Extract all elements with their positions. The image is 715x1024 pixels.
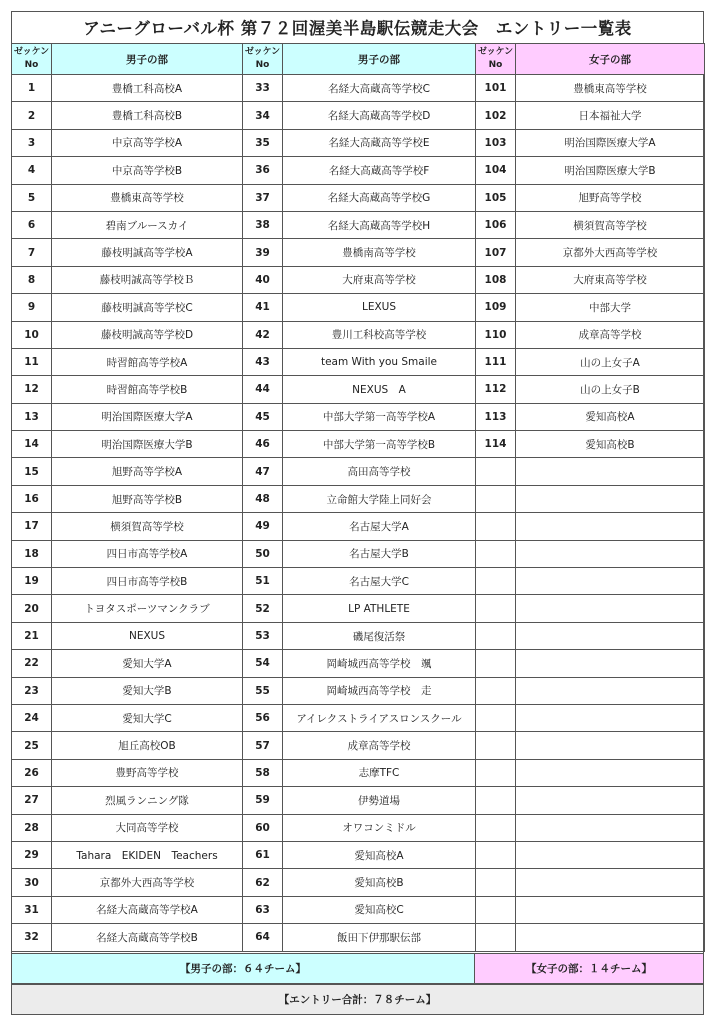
- men-team-name: 岡崎城西高等学校 颯: [283, 650, 476, 677]
- men-team-name: 横須賀高等学校: [52, 513, 243, 540]
- women-team-name: 日本福祉大学: [516, 102, 705, 129]
- men-team-name: 磯尾復活祭: [283, 622, 476, 649]
- table-row: [12, 75, 705, 102]
- men-bib-number: 46: [243, 431, 283, 458]
- men-team-name: 名経大高蔵高等学校E: [283, 129, 476, 156]
- women-bib-number: [476, 485, 516, 512]
- women-team-name: 山の上女子A: [516, 348, 705, 375]
- men-team-name: 中京高等学校B: [52, 157, 243, 184]
- men-team-name: 旭野高等学校A: [52, 458, 243, 485]
- men-team-name: 名経大高蔵高等学校F: [283, 157, 476, 184]
- men-team-name: 愛知大学C: [52, 704, 243, 731]
- women-team-name: 横須賀高等学校: [516, 211, 705, 238]
- table-row: [12, 129, 705, 156]
- men-team-name: 名経大高蔵高等学校B: [52, 924, 243, 951]
- men-bib-number: 7: [12, 239, 52, 266]
- women-team-name: [516, 595, 705, 622]
- men-bib-number: 45: [243, 403, 283, 430]
- men-team-name: 名経大高蔵高等学校A: [52, 896, 243, 923]
- men-bib-number: 6: [12, 211, 52, 238]
- women-bib-number: 103: [476, 129, 516, 156]
- men-bib-number: 25: [12, 732, 52, 759]
- men-bib-number: 29: [12, 841, 52, 868]
- men-bib-number: 56: [243, 704, 283, 731]
- men-team-name: 旭野高等学校B: [52, 485, 243, 512]
- women-bib-number: [476, 650, 516, 677]
- women-team-name: 中部大学: [516, 294, 705, 321]
- table-row: [12, 732, 705, 759]
- men-team-name: team With you Smaile: [283, 348, 476, 375]
- table-row: [12, 102, 705, 129]
- men-bib-number: 39: [243, 239, 283, 266]
- table-row: [12, 513, 705, 540]
- men-team-name: 豊橋南高等学校: [283, 239, 476, 266]
- women-bib-number: [476, 896, 516, 923]
- men-bib-number: 44: [243, 376, 283, 403]
- men-bib-number: 52: [243, 595, 283, 622]
- men-bib-number: 41: [243, 294, 283, 321]
- men-team-name: 四日市高等学校B: [52, 568, 243, 595]
- women-team-name: [516, 869, 705, 896]
- men-bib-number: 28: [12, 814, 52, 841]
- men-team-name: 立命館大学陸上同好会: [283, 485, 476, 512]
- men-team-name: 名経大高蔵高等学校H: [283, 211, 476, 238]
- women-team-name: [516, 622, 705, 649]
- women-bib-number: 110: [476, 321, 516, 348]
- men-team-name: LEXUS: [283, 294, 476, 321]
- men-bib-number: 57: [243, 732, 283, 759]
- women-team-name: 京都外大西高等学校: [516, 239, 705, 266]
- men-summary: 【男子の部：６４チーム】: [11, 953, 475, 984]
- men-team-name: 名古屋大学C: [283, 568, 476, 595]
- men-bib-number: 20: [12, 595, 52, 622]
- bib-header-women: ゼッケン No: [476, 44, 516, 75]
- men-team-name: トヨタスポーツマンクラブ: [52, 595, 243, 622]
- men-bib-number: 60: [243, 814, 283, 841]
- men-team-name: 豊川工科校高等学校: [283, 321, 476, 348]
- women-team-name: [516, 540, 705, 567]
- men-bib-number: 14: [12, 431, 52, 458]
- men-bib-number: 12: [12, 376, 52, 403]
- table-row: [12, 595, 705, 622]
- men-bib-number: 10: [12, 321, 52, 348]
- table-row: [12, 431, 705, 458]
- table-row: [12, 321, 705, 348]
- men-bib-number: 61: [243, 841, 283, 868]
- women-team-name: [516, 787, 705, 814]
- men-bib-number: 51: [243, 568, 283, 595]
- women-bib-number: 111: [476, 348, 516, 375]
- men-team-name: 豊野高等学校: [52, 759, 243, 786]
- women-bib-number: [476, 513, 516, 540]
- women-bib-number: [476, 622, 516, 649]
- women-bib-number: 113: [476, 403, 516, 430]
- women-bib-number: [476, 869, 516, 896]
- men-team-name: 愛知高校C: [283, 896, 476, 923]
- table-row: [12, 677, 705, 704]
- bib-header-men-2: ゼッケン No: [243, 44, 283, 75]
- men-bib-number: 49: [243, 513, 283, 540]
- women-team-name: [516, 485, 705, 512]
- men-bib-number: 18: [12, 540, 52, 567]
- men-bib-number: 43: [243, 348, 283, 375]
- men-team-name: 名経大高蔵高等学校C: [283, 75, 476, 102]
- entry-total: 【エントリー合計：７８チーム】: [11, 984, 704, 1015]
- women-team-name: [516, 814, 705, 841]
- men-bib-number: 63: [243, 896, 283, 923]
- women-bib-number: [476, 732, 516, 759]
- women-team-name: 明治国際医療大学B: [516, 157, 705, 184]
- women-team-name: [516, 677, 705, 704]
- men-team-name: 愛知高校B: [283, 869, 476, 896]
- men-team-name: NEXUS: [52, 622, 243, 649]
- men-bib-number: 24: [12, 704, 52, 731]
- men-team-name: 中京高等学校A: [52, 129, 243, 156]
- men-team-name: 飯田下伊那駅伝部: [283, 924, 476, 951]
- women-bib-number: [476, 677, 516, 704]
- men-bib-number: 22: [12, 650, 52, 677]
- women-team-name: 明治国際医療大学A: [516, 129, 705, 156]
- men-team-name: 名古屋大学B: [283, 540, 476, 567]
- table-row: [12, 403, 705, 430]
- men-bib-number: 36: [243, 157, 283, 184]
- men-bib-number: 48: [243, 485, 283, 512]
- table-row: [12, 211, 705, 238]
- bib-header-men-1: ゼッケン No: [12, 44, 52, 75]
- table-row: [12, 485, 705, 512]
- women-bib-number: [476, 595, 516, 622]
- men-team-name: 明治国際医療大学A: [52, 403, 243, 430]
- men-header-1: 男子の部: [52, 44, 243, 75]
- men-bib-number: 47: [243, 458, 283, 485]
- men-team-name: 岡崎城西高等学校 走: [283, 677, 476, 704]
- women-bib-number: [476, 841, 516, 868]
- women-team-name: 愛知高校B: [516, 431, 705, 458]
- women-bib-number: [476, 568, 516, 595]
- men-bib-number: 37: [243, 184, 283, 211]
- men-team-name: アイレクストライアスロンスクール: [283, 704, 476, 731]
- men-team-name: 藤枝明誠高等学校Ｂ: [52, 266, 243, 293]
- men-team-name: 京都外大西高等学校: [52, 869, 243, 896]
- women-bib-number: [476, 924, 516, 951]
- men-bib-number: 64: [243, 924, 283, 951]
- men-team-name: NEXUS A: [283, 376, 476, 403]
- women-bib-number: [476, 759, 516, 786]
- women-bib-number: 109: [476, 294, 516, 321]
- table-row: [12, 896, 705, 923]
- men-team-name: 烈風ランニング隊: [52, 787, 243, 814]
- men-bib-number: 8: [12, 266, 52, 293]
- men-bib-number: 2: [12, 102, 52, 129]
- women-team-name: 豊橋東高等学校: [516, 75, 705, 102]
- table-row: [12, 759, 705, 786]
- table-row: [12, 157, 705, 184]
- table-row: [12, 184, 705, 211]
- men-team-name: 時習館高等学校A: [52, 348, 243, 375]
- men-bib-number: 55: [243, 677, 283, 704]
- men-bib-number: 53: [243, 622, 283, 649]
- men-team-name: 大府東高等学校: [283, 266, 476, 293]
- women-bib-number: 101: [476, 75, 516, 102]
- men-bib-number: 35: [243, 129, 283, 156]
- women-team-name: [516, 759, 705, 786]
- men-bib-number: 30: [12, 869, 52, 896]
- men-team-name: Tahara EKIDEN Teachers: [52, 841, 243, 868]
- women-team-name: 旭野高等学校: [516, 184, 705, 211]
- women-bib-number: [476, 540, 516, 567]
- men-bib-number: 19: [12, 568, 52, 595]
- men-team-name: 伊勢道場: [283, 787, 476, 814]
- women-team-name: [516, 704, 705, 731]
- page-title: アニーグローバル杯 第７２回渥美半島駅伝競走大会 エントリー一覧表: [83, 19, 632, 38]
- men-bib-number: 13: [12, 403, 52, 430]
- women-bib-number: 112: [476, 376, 516, 403]
- men-team-name: 時習館高等学校B: [52, 376, 243, 403]
- men-team-name: 愛知大学B: [52, 677, 243, 704]
- men-bib-number: 54: [243, 650, 283, 677]
- women-team-name: [516, 513, 705, 540]
- women-bib-number: 105: [476, 184, 516, 211]
- men-team-name: 愛知高校A: [283, 841, 476, 868]
- men-team-name: 藤枝明誠高等学校D: [52, 321, 243, 348]
- men-bib-number: 59: [243, 787, 283, 814]
- men-bib-number: 4: [12, 157, 52, 184]
- table-row: [12, 787, 705, 814]
- men-team-name: 藤枝明誠高等学校C: [52, 294, 243, 321]
- women-summary: 【女子の部：１４チーム】: [474, 953, 704, 984]
- table-row: [12, 458, 705, 485]
- table-row: [12, 650, 705, 677]
- table-row: [12, 568, 705, 595]
- men-header-2: 男子の部: [283, 44, 476, 75]
- women-team-name: [516, 568, 705, 595]
- men-bib-number: 40: [243, 266, 283, 293]
- women-team-name: 愛知高校A: [516, 403, 705, 430]
- women-bib-number: 104: [476, 157, 516, 184]
- women-team-name: [516, 924, 705, 951]
- men-team-name: 大同高等学校: [52, 814, 243, 841]
- men-team-name: 愛知大学A: [52, 650, 243, 677]
- table-row: [12, 540, 705, 567]
- men-bib-number: 38: [243, 211, 283, 238]
- women-team-name: [516, 458, 705, 485]
- table-row: [12, 239, 705, 266]
- men-bib-number: 11: [12, 348, 52, 375]
- men-team-name: 成章高等学校: [283, 732, 476, 759]
- women-bib-number: 102: [476, 102, 516, 129]
- women-bib-number: [476, 458, 516, 485]
- men-team-name: 名経大高蔵高等学校G: [283, 184, 476, 211]
- women-header: 女子の部: [516, 44, 705, 75]
- women-bib-number: [476, 704, 516, 731]
- table-row: [12, 924, 705, 951]
- men-bib-number: 17: [12, 513, 52, 540]
- table-row: [12, 622, 705, 649]
- men-bib-number: 62: [243, 869, 283, 896]
- table-row: [12, 376, 705, 403]
- table-row: [12, 869, 705, 896]
- women-team-name: [516, 650, 705, 677]
- table-row: [12, 814, 705, 841]
- men-team-name: 四日市高等学校A: [52, 540, 243, 567]
- men-bib-number: 26: [12, 759, 52, 786]
- men-team-name: オワコンミドル: [283, 814, 476, 841]
- women-bib-number: 108: [476, 266, 516, 293]
- men-team-name: 旭丘高校OB: [52, 732, 243, 759]
- men-team-name: 碧南ブルースカイ: [52, 211, 243, 238]
- table-row: [12, 294, 705, 321]
- table-row: [12, 348, 705, 375]
- men-team-name: 明治国際医療大学B: [52, 431, 243, 458]
- men-bib-number: 42: [243, 321, 283, 348]
- table-row: [12, 704, 705, 731]
- women-bib-number: [476, 787, 516, 814]
- women-bib-number: 106: [476, 211, 516, 238]
- men-bib-number: 9: [12, 294, 52, 321]
- men-bib-number: 15: [12, 458, 52, 485]
- men-bib-number: 16: [12, 485, 52, 512]
- table-row: [12, 841, 705, 868]
- table-row: [12, 266, 705, 293]
- women-team-name: [516, 841, 705, 868]
- men-bib-number: 31: [12, 896, 52, 923]
- women-bib-number: 107: [476, 239, 516, 266]
- entry-table: [11, 43, 705, 952]
- men-bib-number: 50: [243, 540, 283, 567]
- men-bib-number: 5: [12, 184, 52, 211]
- men-team-name: 豊橋工科高校A: [52, 75, 243, 102]
- men-team-name: 藤枝明誠高等学校A: [52, 239, 243, 266]
- men-bib-number: 23: [12, 677, 52, 704]
- men-team-name: LP ATHLETE: [283, 595, 476, 622]
- men-team-name: 名古屋大学A: [283, 513, 476, 540]
- men-bib-number: 33: [243, 75, 283, 102]
- women-team-name: [516, 896, 705, 923]
- men-bib-number: 34: [243, 102, 283, 129]
- men-bib-number: 58: [243, 759, 283, 786]
- men-bib-number: 21: [12, 622, 52, 649]
- men-bib-number: 3: [12, 129, 52, 156]
- men-team-name: 高田高等学校: [283, 458, 476, 485]
- women-bib-number: [476, 814, 516, 841]
- women-team-name: 大府東高等学校: [516, 266, 705, 293]
- women-bib-number: 114: [476, 431, 516, 458]
- men-team-name: 豊橋東高等学校: [52, 184, 243, 211]
- men-team-name: 志摩TFC: [283, 759, 476, 786]
- women-team-name: 成章高等学校: [516, 321, 705, 348]
- men-team-name: 名経大高蔵高等学校D: [283, 102, 476, 129]
- men-team-name: 豊橋工科高校B: [52, 102, 243, 129]
- men-team-name: 中部大学第一高等学校B: [283, 431, 476, 458]
- men-team-name: 中部大学第一高等学校A: [283, 403, 476, 430]
- women-team-name: [516, 732, 705, 759]
- header-row: [12, 44, 705, 75]
- men-bib-number: 27: [12, 787, 52, 814]
- men-bib-number: 1: [12, 75, 52, 102]
- men-bib-number: 32: [12, 924, 52, 951]
- women-team-name: 山の上女子B: [516, 376, 705, 403]
